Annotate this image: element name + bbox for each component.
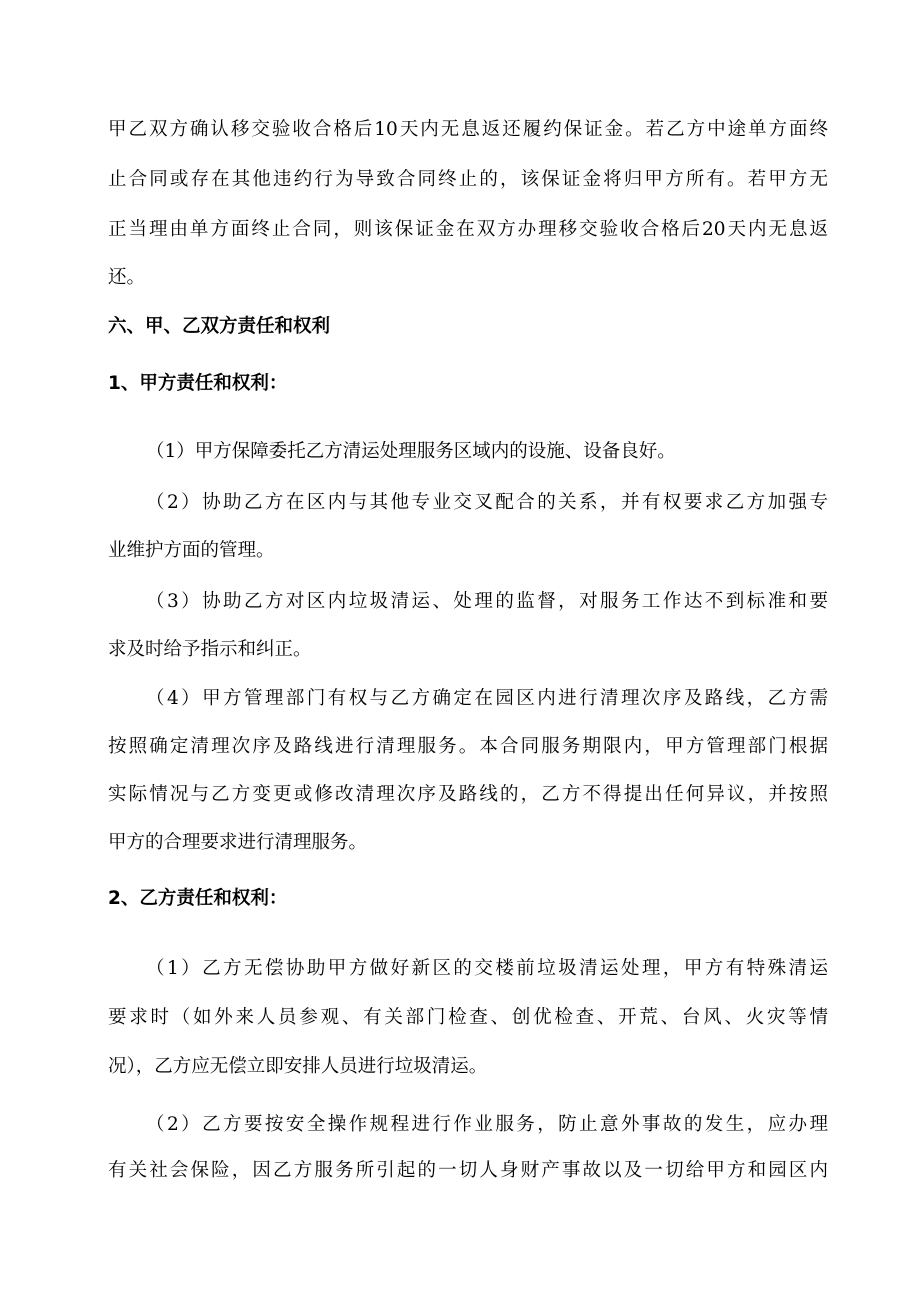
subsection-title: 2、乙方责任和权利： <box>108 888 288 909</box>
text-line: 正当理由单方面终止合同，则该保证金在双方办理移交验收合格后20天内无息返 <box>108 219 828 240</box>
text-line: （1）甲方保障委托乙方清运处理服务区域内的设施、设备良好。 <box>146 441 676 462</box>
text-line: （4）甲方管理部门有权与乙方确定在园区内进行清理次序及路线，乙方需 <box>146 688 828 709</box>
text-line: 求及时给予指示和纠正。 <box>108 639 312 660</box>
text-line: 实际情况与乙方变更或修改清理次序及路线的，乙方不得提出任何异议，并按照 <box>108 784 828 805</box>
text-line: 甲乙双方确认移交验收合格后10天内无息返还履约保证金。若乙方中途单方面终 <box>108 119 828 140</box>
text-line: （1）乙方无偿协助甲方做好新区的交楼前垃圾清运处理，甲方有特殊清运 <box>146 958 828 979</box>
text-line: 况），乙方应无偿立即安排人员进行垃圾清运。 <box>108 1056 488 1077</box>
text-line: 要求时（如外来人员参观、有关部门检查、创优检查、开荒、台风、火灾等情 <box>108 1007 828 1028</box>
text-line: 有关社会保险，因乙方服务所引起的一切人身财产事故以及一切给甲方和园区内 <box>108 1160 828 1181</box>
section-title: 六、甲、乙双方责任和权利 <box>108 316 331 337</box>
text-line: （3）协助乙方对区内垃圾清运、处理的监督，对服务工作达不到标准和要 <box>146 591 828 612</box>
text-line: 按照确定清理次序及路线进行清理服务。本合同服务期限内，甲方管理部门根据 <box>108 736 828 757</box>
text-line: 还。 <box>108 267 146 288</box>
text-line: 甲方的合理要求进行清理服务。 <box>108 832 368 853</box>
subsection-title: 1、甲方责任和权利： <box>108 373 288 394</box>
text-line: （2）协助乙方在区内与其他专业交叉配合的关系，并有权要求乙方加强专 <box>146 492 828 513</box>
text-line: 止合同或存在其他违约行为导致合同终止的，该保证金将归甲方所有。若甲方无 <box>108 169 828 190</box>
text-line: 业维护方面的管理。 <box>108 540 275 561</box>
text-line: （2）乙方要按安全操作规程进行作业服务，防止意外事故的发生，应办理 <box>146 1114 828 1135</box>
